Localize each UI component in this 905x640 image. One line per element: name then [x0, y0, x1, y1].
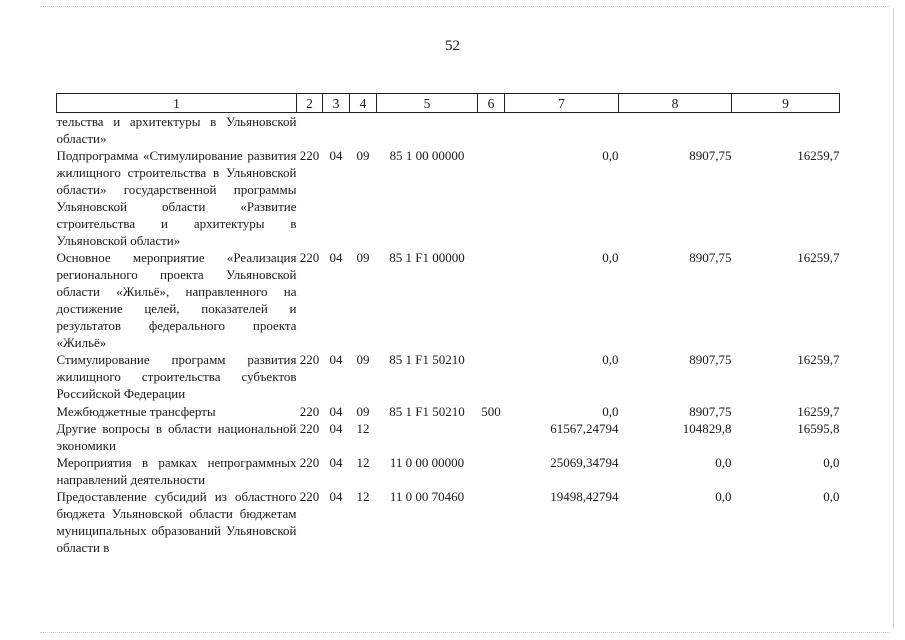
- cell-col7: 0,0: [602, 352, 619, 367]
- cell-col4: 12: [356, 421, 370, 436]
- table-body: [57, 113, 840, 557]
- cell-col7: 25069,34794: [550, 455, 619, 470]
- cell-col9: 16259,7: [797, 404, 840, 419]
- cell-col4: 12: [356, 489, 370, 504]
- cell-col3: 04: [329, 352, 343, 367]
- cell-col8: 104829,8: [682, 421, 732, 436]
- table-row: [57, 113, 840, 148]
- cell-col6: [478, 351, 505, 403]
- cell-col2: 220: [299, 489, 320, 504]
- col-header-2: 2: [297, 94, 323, 113]
- col-header-3: 3: [323, 94, 350, 113]
- cell-col5: 85 1 00 00000: [389, 148, 465, 163]
- cell-name: Стимулирование программ развития жилищного строительства субъектов Российской Федерации: [56, 352, 297, 401]
- cell-name: Подпрограмма «Стимулирование развития жилищного строительства в Ульяновской области» государственной программы Ульяновской области «Развитие строительства и архитектуры в Ульяновской области»: [56, 148, 297, 248]
- cell-col3: 04: [329, 148, 343, 163]
- cell-col8: [619, 113, 732, 148]
- cell-col3: 04: [329, 404, 343, 419]
- table-row: [57, 147, 840, 249]
- cell-col4: 09: [356, 250, 370, 265]
- cell-col7: 0,0: [602, 148, 619, 163]
- cell-name: Межбюджетные трансферты: [56, 404, 216, 419]
- cell-col6: [478, 113, 505, 148]
- cell-name: Мероприятия в рамках непрограммных направлений деятельности: [56, 455, 297, 487]
- cell-col4: 09: [356, 352, 370, 367]
- cell-col8: 8907,75: [689, 404, 732, 419]
- cell-col9: 0,0: [823, 489, 840, 504]
- cell-col6: [478, 420, 505, 454]
- table-row: [57, 403, 840, 420]
- cell-col9: 16259,7: [797, 250, 840, 265]
- cell-col9: 0,0: [823, 455, 840, 470]
- cell-col8: 8907,75: [689, 352, 732, 367]
- cell-name: Другие вопросы в области национальной экономики: [56, 421, 297, 453]
- scan-edge-top: [40, 6, 890, 7]
- cell-col2: 220: [299, 404, 320, 419]
- cell-col6: [478, 488, 505, 556]
- col-header-8: 8: [619, 94, 732, 113]
- table-row: [57, 249, 840, 351]
- col-header-7: 7: [505, 94, 619, 113]
- col-header-1: 1: [57, 94, 297, 113]
- cell-name: тельства и архитектуры в Ульяновской области»: [56, 114, 297, 146]
- cell-col5: 11 0 00 00000: [389, 455, 465, 470]
- cell-col8: 8907,75: [689, 148, 732, 163]
- cell-col6: 500: [481, 404, 501, 419]
- budget-table: [56, 93, 840, 556]
- cell-col8: 0,0: [715, 455, 732, 470]
- cell-col4: 12: [356, 455, 370, 470]
- cell-col8: 8907,75: [689, 250, 732, 265]
- cell-col3: 04: [329, 421, 343, 436]
- page-number: 52: [445, 38, 460, 54]
- cell-col5: [377, 113, 478, 148]
- cell-col5: [377, 420, 478, 454]
- cell-col4: [350, 113, 377, 148]
- cell-col4: 09: [356, 404, 370, 419]
- cell-col2: 220: [299, 250, 320, 265]
- cell-col5: 11 0 00 70460: [389, 489, 465, 504]
- cell-col2: 220: [299, 455, 320, 470]
- cell-name: Основное мероприятие «Реализация регионального проекта Ульяновской области «Жильё», направленного на достижение целей, показателей и результатов федерального проекта «Жильё»: [56, 250, 297, 350]
- scan-edge-bottom: [40, 632, 890, 633]
- cell-col7: 0,0: [602, 404, 619, 419]
- cell-col3: 04: [329, 455, 343, 470]
- table-row: [57, 351, 840, 403]
- cell-col9: [732, 113, 840, 148]
- cell-col3: 04: [329, 250, 343, 265]
- cell-col7: [505, 113, 619, 148]
- cell-col5: 85 1 F1 00000: [389, 250, 465, 265]
- cell-name: Предоставление субсидий из областного бюджета Ульяновской области бюджетам муниципальных образований Ульяновской области в: [56, 489, 297, 555]
- table-row: [57, 420, 840, 454]
- header-row: [57, 94, 840, 113]
- cell-col9: 16259,7: [797, 352, 840, 367]
- cell-col5: 85 1 F1 50210: [389, 352, 465, 367]
- cell-col7: 0,0: [602, 250, 619, 265]
- cell-col2: 220: [299, 352, 320, 367]
- col-header-4: 4: [350, 94, 377, 113]
- cell-col9: 16259,7: [797, 148, 840, 163]
- cell-col6: [478, 249, 505, 351]
- cell-col3: 04: [329, 489, 343, 504]
- cell-col5: 85 1 F1 50210: [389, 404, 465, 419]
- scan-edge-right: [893, 8, 894, 628]
- cell-col8: 0,0: [715, 489, 732, 504]
- cell-col3: [323, 113, 350, 148]
- table-row: [57, 488, 840, 556]
- cell-col2: 220: [299, 148, 320, 163]
- col-header-5: 5: [377, 94, 478, 113]
- cell-col2: [297, 113, 323, 148]
- cell-col7: 19498,42794: [550, 489, 619, 504]
- cell-col6: [478, 147, 505, 249]
- cell-col4: 09: [356, 148, 370, 163]
- col-header-6: 6: [478, 94, 505, 113]
- col-header-9: 9: [732, 94, 840, 113]
- cell-col2: 220: [299, 421, 320, 436]
- cell-col6: [478, 454, 505, 488]
- table-row: [57, 454, 840, 488]
- cell-col7: 61567,24794: [550, 421, 619, 436]
- cell-col9: 16595,8: [797, 421, 840, 436]
